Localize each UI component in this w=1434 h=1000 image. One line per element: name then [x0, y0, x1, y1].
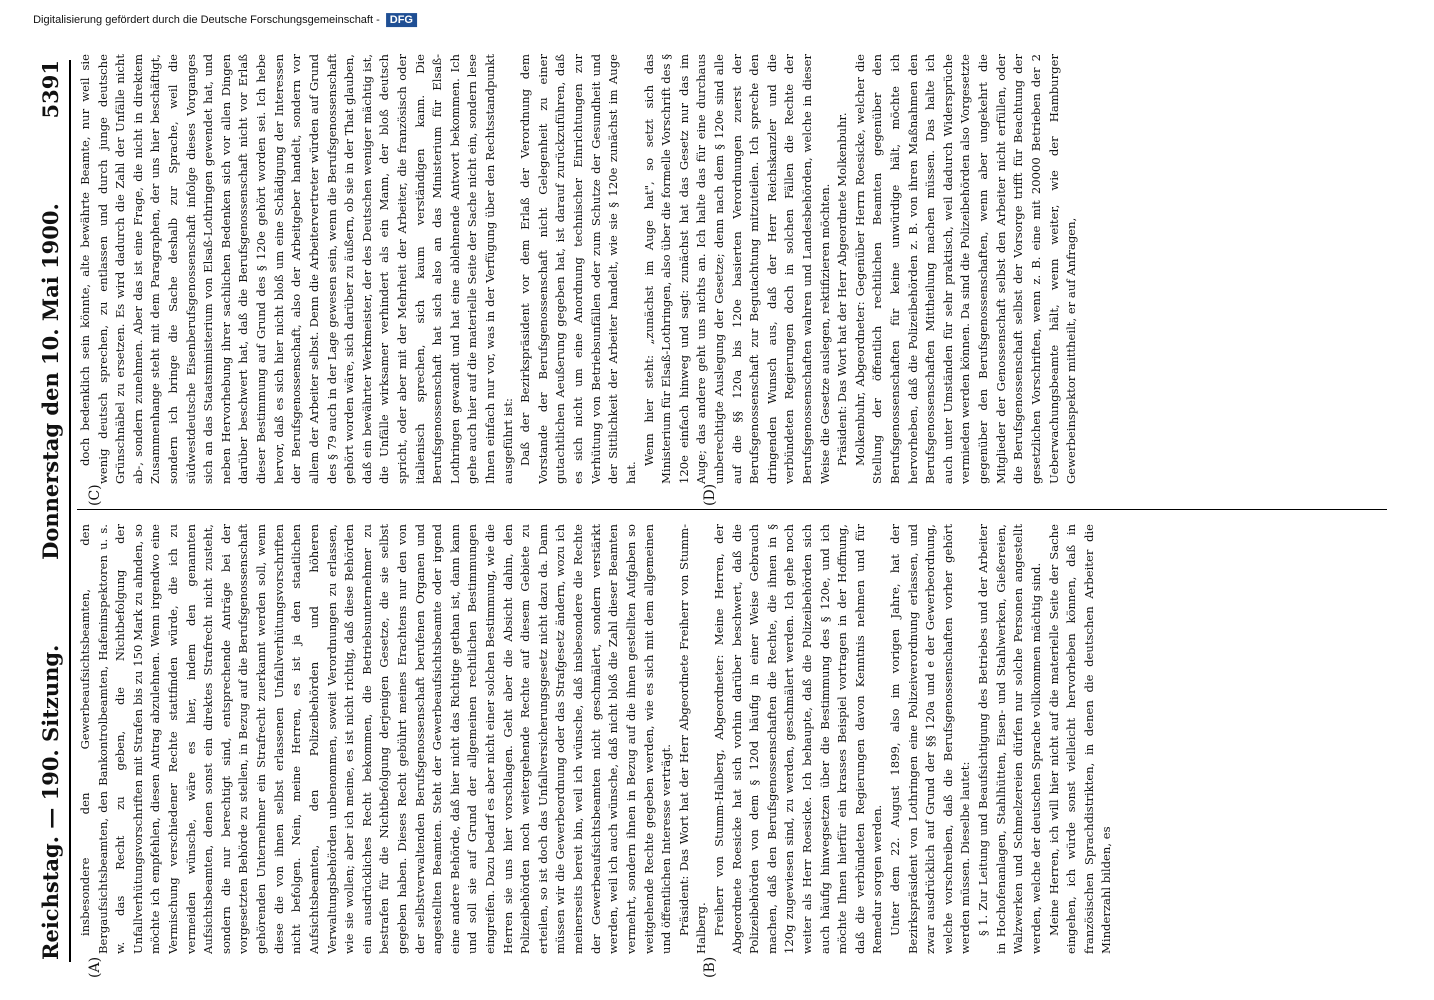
dfg-logo: DFG	[386, 13, 417, 27]
credit-text: Digitalisierung gefördert durch die Deutsche Forschungsgemeinschaft -	[33, 14, 380, 26]
paragraph: insbesondere den Gewerbeaufsichtsbeamten, den Bergaufsichtsbeamten, den Bankontrolbeamten, Hafeninspektoren u. s. w. das Recht zu geben, die Nichtbefolgung der Unfallverhütungsvorschriften mit Strafen bis zu 150 Mark zu ahnden, so möchte ich empfehlen, diesen Antrag abzulehnen. Wenn irgendwo eine Vermischung verschiedener Rechte stattfinden würde, die ich zu vermeiden wünsche, wäre es hier, indem den genannten Aufsichtsbeamten, denen sonst ein direktes Strafrecht nicht zusteht, sondern die nur berechtigt sind, entsprechende Anträge bei der vorgesetzten Behörde zu stellen, in Bezug auf die Berufsgenossenschaft gehörenden Unternehmer ein Strafrecht zuerkannt werden soll, wenn diese die von ihnen selbst erlassenen Unfallverhütungsvorschriften nicht befolgen. Nein, meine Herren, es ist ja den staatlichen Aufsichtsbeamten, den Polizeibehörden und höheren Verwaltungsbehörden unbenommen, soweit Verordnungen zu erlassen, wie sie wollen; aber ich meine, es ist nicht richtig, daß diese Behörden ein ausdrückliches Recht bekommen, die Betriebsunternehmer zu bestrafen für die Nichtbefolgung derjenigen Gesetze, die sie selbst gegeben haben. Dieses Recht gebührt meines Erachtens nur den von der selbstverwaltenden Berufsgenossenschaft berufenen Organen und angestellten Beamten. Steht der Gewerbeaufsichtsbeamte oder irgend eine andere Behörde, daß hier nicht das Richtige gethan ist, dann kann und soll sie auf Grund der allgemeinen rechtlichen Bestimmungen eingreifen. Dazu bedarf es aber nicht einer solchen Bestimmung, wie die Herren sie uns hier vorschlagen. Geht aber die Absicht dahin, den Polizeibehörden noch weitergehende Rechte auf diesem Gebiete zu erteilen, so ist doch das Unfallversicherungsgesetz nicht dazu da. Dann müssen wir die Gewerbeordnung oder das Strafgesetz ändern, wozu ich meinerseits bereit bin, weil ich wünsche, daß insbesondere die Rechte der Gewerbeaufsichtsbeamten nicht geschmälert, sondern verstärkt werden, weil ich auch wünsche, daß nicht bloß die Zahl dieser Beamten vermehrt, sondern ihnen in Bezug auf die ihnen gestellten Aufgaben so weitgehende Rechte gegeben werden, wie es sich mit dem allgemeinen und öffentlichen Interesse verträgt.	[78, 524, 674, 954]
paragraph: Präsident: Das Wort hat der Herr Abgeordnete Freiherr von Stumm-Halberg.	[676, 524, 709, 954]
digitization-credit	[33, 14, 417, 26]
paragraph: § 1. Zur Leitung und Beaufsichtigung des Betriebes und der Arbeiter in Hochofenanlagen, Stahlhütten, Eisen- und Stahlwerken, Gießereien, Walzwerken und Schmelzereien dürfen nur solche Personen angestellt werden, welche der deutschen Sprache vollkommen mächtig sind.	[976, 524, 1043, 954]
column-divider	[77, 509, 1387, 510]
margin-marker-d: (D)	[702, 483, 718, 506]
document-page	[27, 14, 1407, 980]
page-header	[33, 60, 67, 960]
page-number: 5391	[37, 60, 63, 119]
header-left: Reichstag. — 190. Sitzung.	[37, 644, 63, 960]
header-date: Donnerstag den 10. Mai 1900.	[37, 203, 63, 560]
header-rule	[69, 60, 71, 962]
paragraph: Meine Herren, ich will hier nicht auf die materielle Seite der Sache eingehen, ich würde sonst vielleicht hervorheben können, daß in französischen Sprachdistrikten, in denen die deutschen Arbeiter die Minderzahl bilden, es	[1046, 524, 1114, 954]
margin-marker-b: (B)	[702, 956, 718, 978]
left-column	[77, 524, 1387, 954]
right-column	[77, 54, 1387, 484]
paragraph: Wenn hier steht: „zunächst im Auge hat", so setzt sich das Ministerium für Elsaß-Lothringen, also über die formelle Vorschrift des § 120e einfach hinweg und sagt: zunächst hat das Gesetz nur das im Auge; das andere geht uns nichts an. Ich halte das für eine durchaus unberechtigte Auslegung der Gesetze; denn nach dem § 120e sind alle auf die §§ 120a bis 120e basierten Verordnungen zuerst der Berufsgenossenschaft zur Begutachtung mitzuteilen. Ich spreche den dringenden Wunsch aus, daß der Herr Reichskanzler und die verbündeten Regierungen doch in solchen Fällen die Rechte der Berufsgenossenschaften wahren und Landesbehörden, welche in dieser Weise die Gesetze auslegen, rektifizieren möchten.	[641, 54, 832, 484]
margin-marker-a: (A)	[87, 956, 103, 978]
paragraph: Daß der Bezirkspräsident vor dem Erlaß der Verordnung dem Vorstande der Berufsgenossenschaft nicht Gelegenheit zu einer gutachtlichen Aeußerung gegeben hat, ist darauf zurückzuführen, daß es sich nicht um eine Anordnung technischer Einrichtungen zur Verhütung von Betriebsunfällen oder zum Schutze der Gesundheit und der Sittlichkeit der Arbeiter handelt, wie sie § 120e zunächst im Auge hat.	[518, 54, 638, 484]
paragraph: Unter dem 22. August 1899, also im vorigen Jahre, hat der Bezirkspräsident von Lothringen eine Polizeiverordnung erlassen, und zwar ausdrücklich auf Grund der §§ 120a und e der Gewerbeordnung, welche vorschreiben, daß die Berufsgenossenschaften vorher gehört werden müssen. Dieselbe lautet:	[888, 524, 973, 954]
paragraph: doch bedenklich sein könnte, alte bewährte Beamte, nur weil sie wenig deutsch sprechen, zu entlassen und durch junge deutsche Grünschnäbel zu ersetzen. Es wird dadurch die Zahl der Unfälle nicht ab-, sondern zunehmen. Aber das ist eine Frage, die nicht in direktem Zusammenhange steht mit dem Paragraphen, der uns hier beschäftigt, sondern ich bringe die Sache deshalb zur Sprache, weil die südwestdeutsche Eisenberufsgenossenschaft infolge dieses Vorganges sich an das Staatsministerium von Elsaß-Lothringen gewendet hat, und neben Hervorhebung ihrer sachlichen Bedenken sich vor allen Dingen darüber beschwert hat, daß die Berufsgenossenschaft nicht vor Erlaß dieser Bestimmung auf Grund des § 120e gehört worden sei. Ich hebe hervor, daß es sich hier nicht bloß um eine Schädigung der Interessen der Berufsgenossenschaft, also der Arbeitgeber handelt, sondern vor allem der Arbeiter selbst. Denn die Arbeitervertreter würden auf Grund des § 79 auch in der Lage gewesen sein, wenn die Berufsgenossenschaft gehört worden wäre, sich darüber zu äußern, ob sie in der That glauben, daß ein bewährter Werkmeister, der des Deutschen weniger mächtig ist, die Unfälle wirksamer verhindert als ein Mann, der bloß deutsch spricht, oder aber mit der Mehrheit der Arbeiter, die französisch oder italienisch sprechen, sich kaum verständigen kann. Die Berufsgenossenschaft hat sich also an das Ministerium für Elsaß-Lothringen gewandt und hat eine ablehnende Antwort bekommen. Ich gehe auch hier auf die materielle Seite der Sache nicht ein, sondern lese Ihnen einfach nur vor, was in der Verfügung über den Rechtsstandpunkt ausgeführt ist:	[78, 54, 515, 484]
paragraph: Molkenbuhr, Abgeordneter: Gegenüber Herrn Roesicke, welcher die Stellung der öffentlich rechtlichen Beamten gegenüber den Berufsgenossenschaften für keine unwürdige hält, möchte ich hervorheben, daß die Polizeibehörden z. B. von ihren Maßnahmen den Berufsgenossenschaften Mittheilung machen müssen. Das halte ich auch unter Umständen für sehr praktisch, weil dadurch Widersprüche vermieden werden können. Da sind die Polizeibehörden also Vorgesetzte gegenüber den Berufsgenossenschaften, wenn aber ungekehrt die Mitglieder der Genossenschaft selbst den Arbeiter nicht erfüllen, oder die Berufsgenossenschaft selbst der Vorsorge trifft für Beachtung der gesetzlichen Vorschriften, wenn z. B. eine mit 20000 Betrieben der 2 Ueberwachungsbeamte hält, wenn weiter, wie der Hamburger Gewerbeinspektor mittheilt, er auf Anfragen,	[852, 54, 1079, 484]
paragraph: Freiherr von Stumm-Halberg, Abgeordneter: Meine Herren, der Abgeordnete Roesicke hat sich vorhin darüber beschwert, daß die Polizeibehörden von dem § 120d häufig in einer Weise Gebrauch machen, daß den Berufsgenossenschaften die Rechte, die ihnen in § 120g zugewiesen sind, zu werden, geschmälert werden. Ich gehe noch weiter als Herr Roesicke. Ich behaupte, daß die Polizeibehörden sich auch häufig hinwegsetzen über die Bestimmung des § 120e, und ich möchte Ihnen hierfür ein krasses Beispiel vortragen in der Hoffnung, daß die verbündeten Regierungen davon Kenntnis nehmen und für Remedur sorgen werden.	[711, 524, 885, 954]
paragraph: Präsident: Das Wort hat der Herr Abgeordnete Molkenbuhr.	[835, 112, 850, 466]
margin-marker-c: (C)	[87, 484, 103, 506]
